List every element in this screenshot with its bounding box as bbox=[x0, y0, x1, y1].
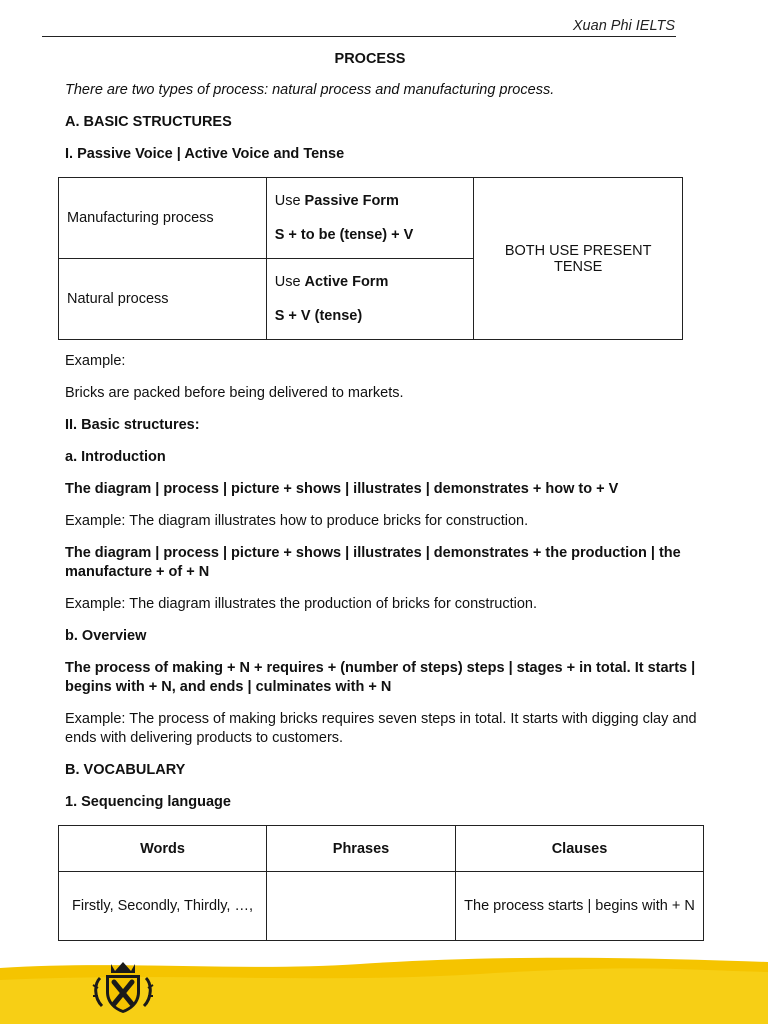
table-row bbox=[59, 178, 683, 259]
header-words: Words bbox=[59, 826, 267, 872]
header-brand: Xuan Phi IELTS bbox=[572, 18, 675, 34]
intro-example-2: Example: The diagram illustrates the production of bricks for construction. bbox=[65, 596, 538, 612]
section-a-heading: A. BASIC STRUCTURES bbox=[65, 114, 232, 130]
use-prefix: Use bbox=[274, 274, 305, 290]
header-clauses: Clauses bbox=[456, 826, 704, 872]
table-row bbox=[59, 872, 704, 941]
overview-example: Example: The process of making bricks requires seven steps in total. It starts with digging clay and ends with delivering products to customers. bbox=[65, 711, 697, 746]
table-header-row bbox=[59, 826, 704, 872]
passive-formula: S + to be (tense) + V bbox=[274, 227, 414, 243]
header-phrases: Phrases bbox=[267, 826, 456, 872]
voice-table-cell-manufacturing: Manufacturing process bbox=[59, 178, 267, 259]
vocab-1-heading: 1. Sequencing language bbox=[65, 794, 231, 810]
intro-structure-2: The diagram | process | picture + shows | illustrates | demonstrates + the production | the manufacture + of + N bbox=[65, 545, 681, 580]
introduction-heading: a. Introduction bbox=[65, 449, 166, 465]
intro-example-1: Example: The diagram illustrates how to produce bricks for construction. bbox=[65, 513, 529, 529]
voice-table-merged-cell: BOTH USE PRESENT TENSE bbox=[474, 178, 683, 340]
cell-words: Firstly, Secondly, Thirdly, …, bbox=[59, 872, 267, 941]
cell-phrases bbox=[267, 872, 456, 941]
section-b-heading: B. VOCABULARY bbox=[65, 762, 186, 778]
example-label: Example: bbox=[65, 353, 126, 369]
use-prefix: Use bbox=[274, 193, 305, 209]
page-title: PROCESS bbox=[334, 51, 406, 67]
crowned-shield-x-logo-icon bbox=[92, 958, 154, 1016]
cell-clauses: The process starts | begins with + N bbox=[456, 872, 704, 941]
active-form-label: Active Form bbox=[304, 274, 389, 290]
subsection-1-heading: I. Passive Voice | Active Voice and Tense bbox=[65, 146, 345, 162]
example-sentence: Bricks are packed before being delivered to markets. bbox=[65, 385, 404, 401]
voice-table bbox=[58, 177, 683, 340]
header-rule-right bbox=[550, 36, 676, 37]
header-rule bbox=[42, 36, 550, 37]
intro-paragraph: There are two types of process: natural process and manufacturing process. bbox=[65, 82, 555, 98]
voice-table-cell-active bbox=[266, 259, 474, 340]
document-body bbox=[65, 50, 705, 941]
voice-table-cell-passive bbox=[266, 178, 474, 259]
voice-table-cell-natural: Natural process bbox=[59, 259, 267, 340]
active-formula: S + V (tense) bbox=[274, 308, 363, 324]
overview-structure: The process of making + N + requires + (number of steps) steps | stages + in total. It starts | begins with + N, and ends | culminates with + N bbox=[65, 660, 696, 695]
subsection-2-heading: II. Basic structures: bbox=[65, 417, 200, 433]
passive-form-label: Passive Form bbox=[304, 193, 399, 209]
sequencing-table bbox=[58, 825, 704, 941]
overview-heading: b. Overview bbox=[65, 628, 147, 644]
intro-structure-1: The diagram | process | picture + shows | illustrates | demonstrates + how to + V bbox=[65, 481, 619, 497]
